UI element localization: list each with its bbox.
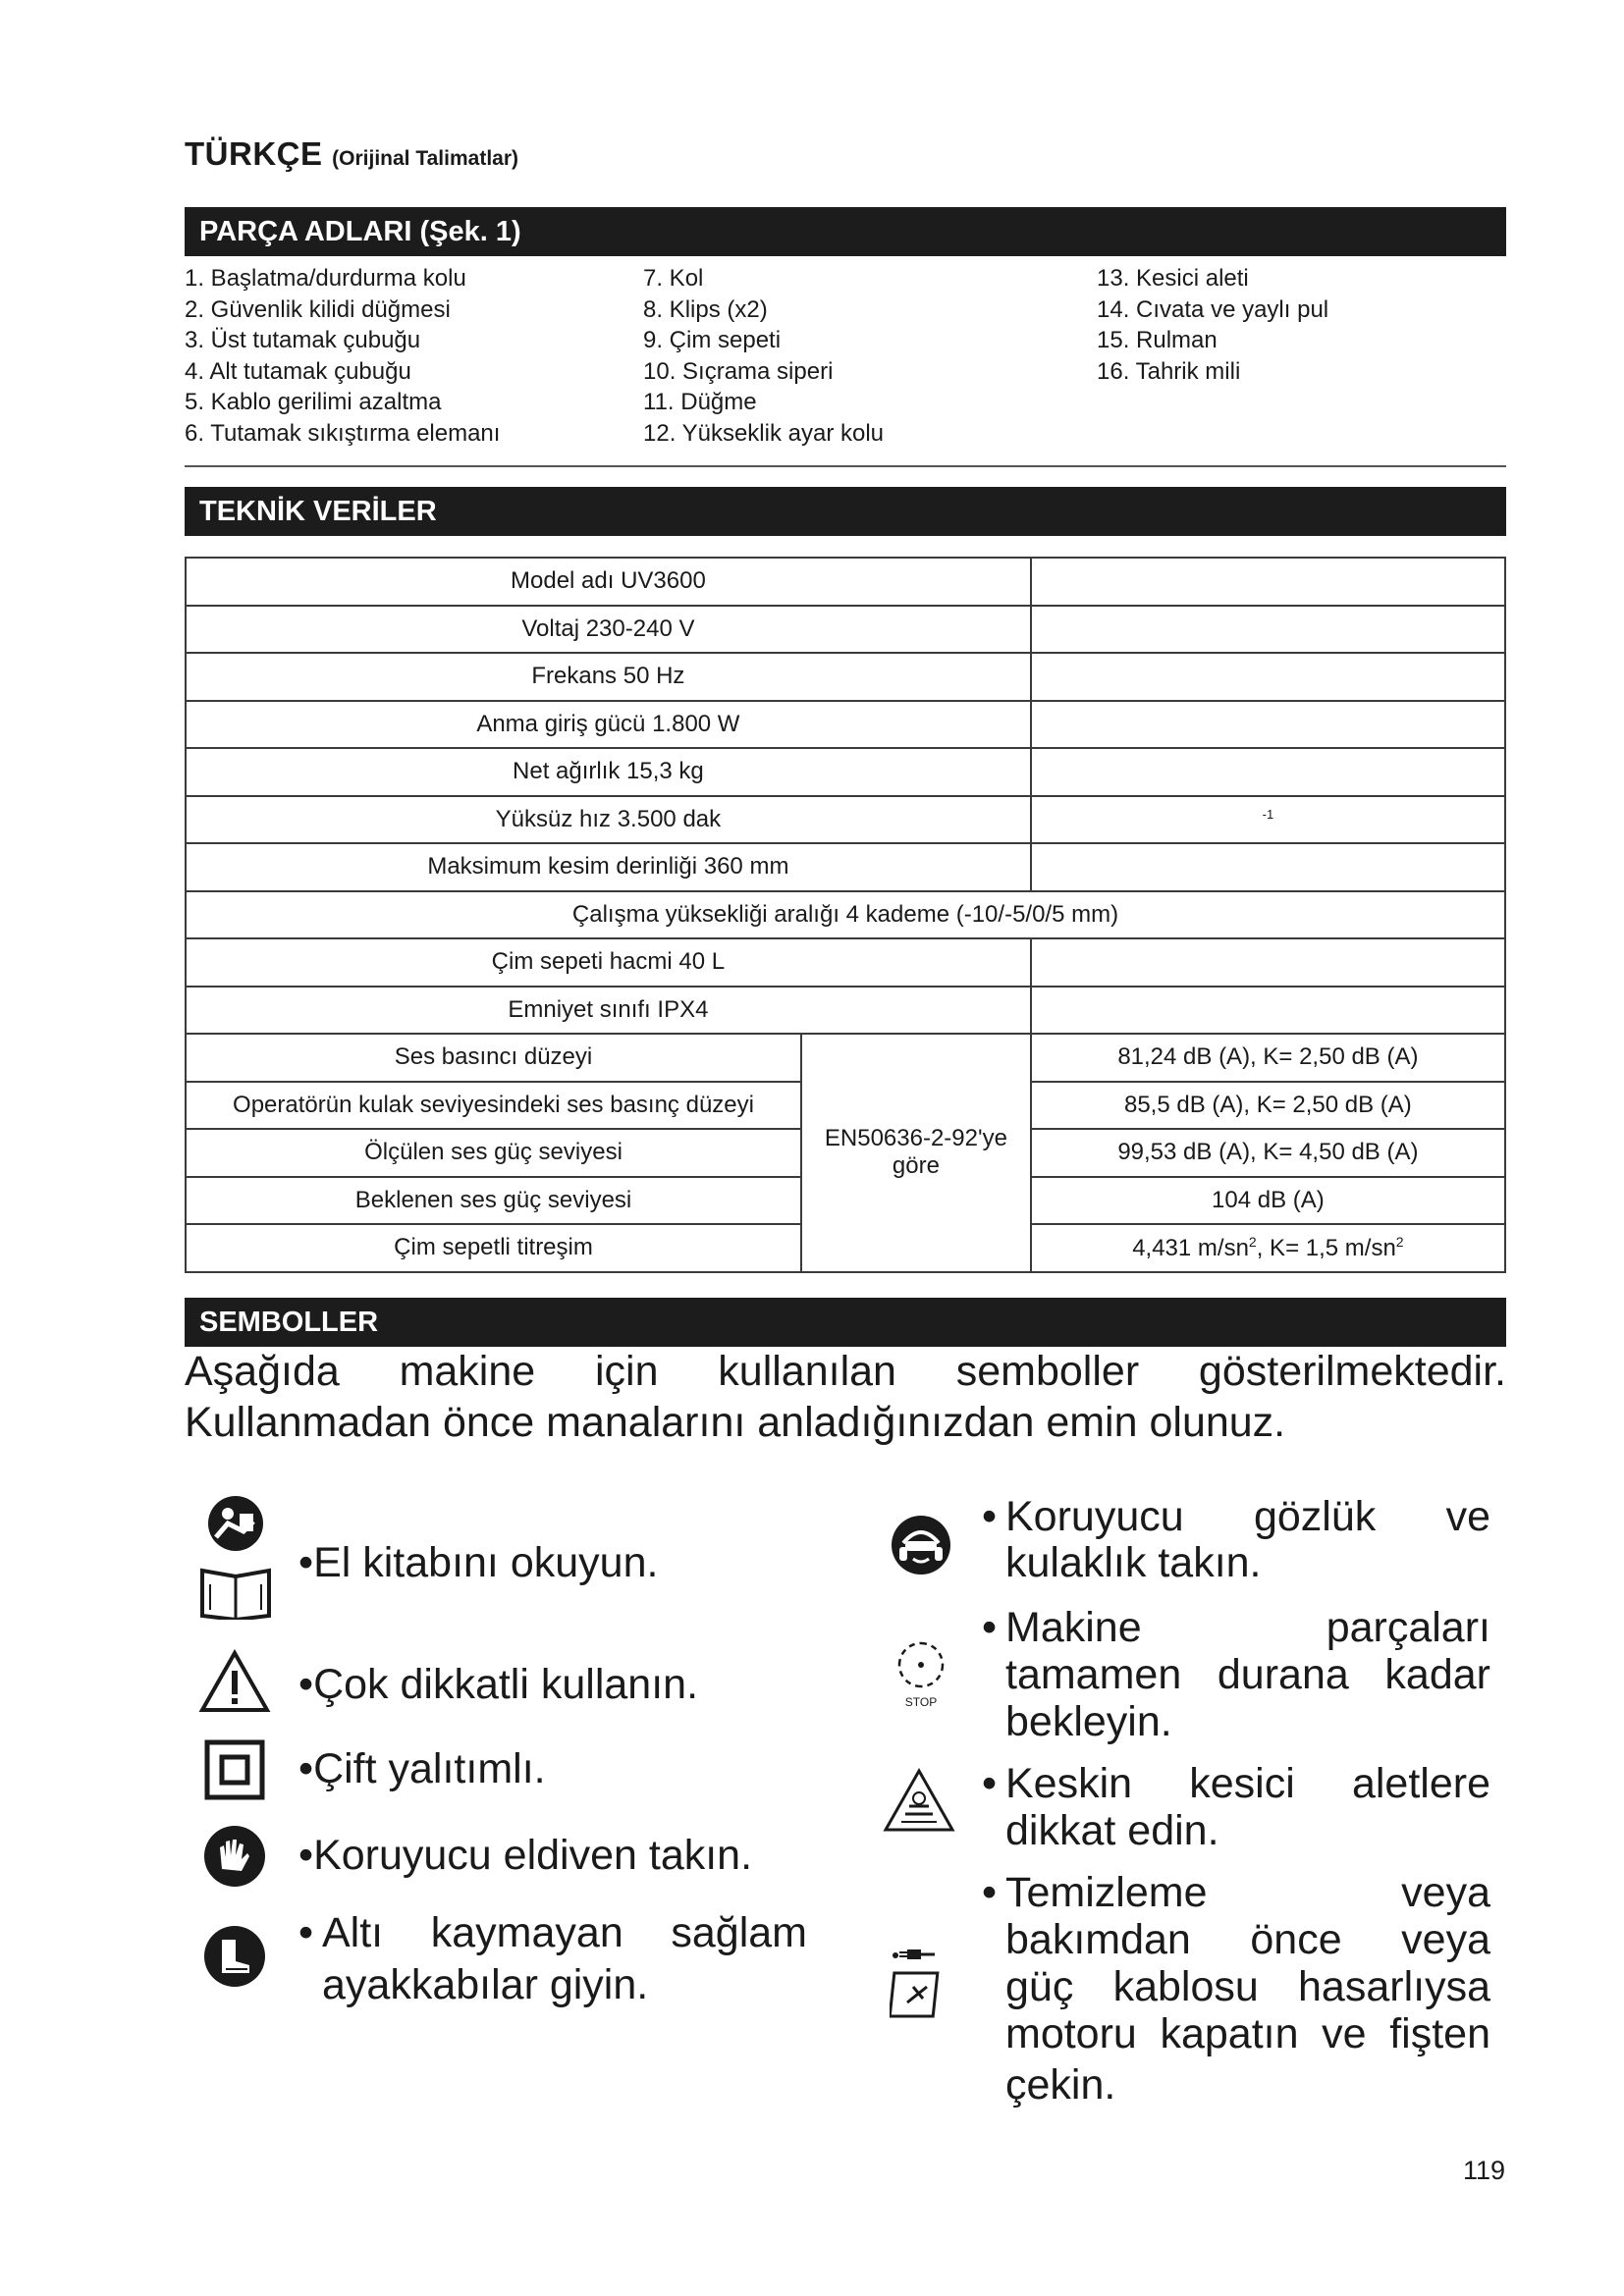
spec-value	[1031, 653, 1505, 701]
table-row	[186, 1034, 1505, 1082]
part-item: 2. Güvenlik kilidi düğmesi	[185, 295, 451, 323]
spec-value	[1031, 558, 1505, 606]
spec-value	[1031, 701, 1505, 749]
noise-value: 104 dB (A)	[1031, 1177, 1505, 1225]
vibration-value-b: , K= 1,5 m/sn	[1256, 1234, 1396, 1261]
symbol-text-unplug-4: motoru kapatın ve fişten	[1005, 2010, 1490, 2057]
symbol-text-unplug-1: Temizleme veya	[1005, 1869, 1490, 1916]
parts-column-2	[643, 263, 884, 449]
vibration-sup-1: 2	[1248, 1233, 1257, 1250]
spec-label: Maksimum kesim derinliği 360 mm	[186, 843, 1031, 891]
symbol-text-read-manual: •El kitabını okuyun.	[298, 1539, 659, 1586]
symbols-intro-line-1: Aşağıda makine için kullanılan semboller gösterilmektedir.	[185, 1348, 1506, 1395]
symbol-text-unplug-5: çekin.	[1005, 2061, 1116, 2109]
spec-label: Emniyet sınıfı IPX4	[186, 987, 1031, 1035]
symbol-text-boots-2: ayakkabılar giyin.	[322, 1961, 649, 2008]
spec-label: Net ağırlık 15,3 kg	[186, 748, 1031, 796]
symbol-label: Çok dikkatli kullanın.	[313, 1661, 699, 1708]
tech-data-table	[185, 557, 1506, 1273]
symbol-text-goggles-1: Koruyucu gözlük ve	[1005, 1493, 1490, 1540]
parts-section-title: PARÇA ADLARI (Şek. 1)	[185, 207, 1506, 256]
symbol-text-stop-3: bekleyin.	[1005, 1698, 1172, 1745]
spec-label: Çim sepeti hacmi 40 L	[186, 938, 1031, 987]
spec-label: Frekans 50 Hz	[186, 653, 1031, 701]
symbol-text-blades-2: dikkat edin.	[1005, 1807, 1219, 1854]
language-subtitle: (Orijinal Talimatlar)	[332, 147, 518, 170]
part-item: 10. Sıçrama siperi	[643, 357, 834, 385]
section-divider	[185, 465, 1506, 467]
symbol-text-warning: •Çok dikkatli kullanın.	[298, 1661, 699, 1708]
part-item: 11. Düğme	[643, 389, 757, 415]
part-item: 14. Cıvata ve yaylı pul	[1097, 295, 1329, 323]
double-insulation-icon	[204, 1739, 265, 1800]
table-row	[186, 938, 1505, 987]
spec-label: Yüksüz hız 3.500 dak	[186, 796, 1031, 844]
table-row	[186, 606, 1505, 654]
table-row	[186, 891, 1505, 939]
spec-value	[1031, 748, 1505, 796]
vibration-label: Çim sepetli titreşim	[186, 1224, 801, 1272]
table-row	[186, 987, 1505, 1035]
part-item: 8. Klips (x2)	[643, 295, 768, 323]
symbol-text-gloves: •Koruyucu eldiven takın.	[298, 1832, 753, 1879]
part-item: 6. Tutamak sıkıştırma elemanı	[185, 419, 501, 447]
part-item: 13. Kesici aleti	[1097, 265, 1249, 292]
spec-label: Çalışma yüksekliği aralığı 4 kademe (-10/-5/0/5 mm)	[186, 891, 1505, 939]
noise-label: Ölçülen ses güç seviyesi	[186, 1129, 801, 1177]
symbol-text-stop-bullet: •	[982, 1604, 998, 1651]
symbol-text-unplug-3: güç kablosu hasarlıysa	[1005, 1963, 1490, 2010]
table-row	[186, 558, 1505, 606]
spec-label: Model adı UV3600	[186, 558, 1031, 606]
warning-triangle-icon	[198, 1649, 271, 1714]
part-item: 4. Alt tutamak çubuğu	[185, 357, 411, 385]
page-number: 119	[1463, 2156, 1506, 2185]
spec-value	[1031, 938, 1505, 987]
noise-standard	[801, 1034, 1031, 1272]
stop-label: STOP	[904, 1695, 938, 1709]
part-item: 9. Çim sepeti	[643, 327, 782, 353]
part-item: 16. Tahrik mili	[1097, 357, 1241, 385]
symbol-text-double-insulation: •Çift yalıtımlı.	[298, 1745, 546, 1792]
gloves-icon	[202, 1824, 267, 1889]
part-item: 15. Rulman	[1097, 327, 1218, 353]
noise-label: Operatörün kulak seviyesindeki ses basınç düzeyi	[186, 1082, 801, 1130]
spec-label: Anma giriş gücü 1.800 W	[186, 701, 1031, 749]
symbol-label: El kitabını okuyun.	[313, 1539, 659, 1586]
vibration-value-a: 4,431 m/sn	[1132, 1234, 1249, 1261]
tech-section-title: TEKNİK VERİLER	[185, 487, 1506, 536]
symbol-text-blades-bullet: •	[982, 1760, 998, 1807]
symbol-text-boots-line-1: •	[298, 1909, 314, 1956]
goggles-earmuffs-icon	[890, 1514, 952, 1576]
table-row	[186, 748, 1505, 796]
symbols-section-title: SEMBOLLER	[185, 1298, 1506, 1347]
noise-label: Beklenen ses güç seviyesi	[186, 1177, 801, 1225]
stop-wait-icon	[892, 1637, 950, 1710]
symbol-text-stop-2: tamamen durana kadar	[1005, 1651, 1490, 1698]
language-label: TÜRKÇE	[185, 135, 323, 172]
spec-value	[1031, 843, 1505, 891]
table-row	[186, 701, 1505, 749]
parts-column-3	[1097, 263, 1328, 387]
spec-value	[1031, 606, 1505, 654]
symbol-label: Çift yalıtımlı.	[313, 1745, 546, 1792]
noise-label: Ses basıncı düzeyi	[186, 1034, 801, 1082]
symbol-label: Koruyucu eldiven takın.	[313, 1832, 753, 1879]
symbol-text-stop-1: Makine parçaları	[1005, 1604, 1490, 1651]
part-item: 1. Başlatma/durdurma kolu	[185, 265, 466, 292]
standard-text-2: göre	[892, 1152, 940, 1180]
table-row	[186, 653, 1505, 701]
vibration-value	[1031, 1224, 1505, 1272]
symbols-intro-line-2: Kullanmadan önce manalarını anladığınızdan emin olunuz.	[185, 1399, 1286, 1446]
noise-value: 85,5 dB (A), K= 2,50 dB (A)	[1031, 1082, 1505, 1130]
page-language-title	[185, 135, 518, 173]
symbol-text-blades-1: Keskin kesici aletlere	[1005, 1760, 1490, 1807]
symbol-text-unplug-2: bakımdan önce veya	[1005, 1916, 1490, 1963]
spec-label: Voltaj 230-240 V	[186, 606, 1031, 654]
symbol-text-boots: Altı kaymayan sağlam	[322, 1909, 807, 1956]
spec-value: -1	[1031, 796, 1505, 844]
noise-value: 99,53 dB (A), K= 4,50 dB (A)	[1031, 1129, 1505, 1177]
spec-value	[1031, 987, 1505, 1035]
sharp-blades-icon	[882, 1767, 956, 1834]
boots-icon	[202, 1924, 267, 1989]
symbol-text-goggles-bullet: •	[982, 1493, 998, 1540]
part-item: 3. Üst tutamak çubuğu	[185, 327, 421, 353]
parts-column-1	[185, 263, 500, 449]
vibration-sup-2: 2	[1395, 1233, 1404, 1250]
standard-text: EN50636-2-92'ye	[824, 1125, 1007, 1152]
table-row	[186, 796, 1505, 844]
noise-value: 81,24 dB (A), K= 2,50 dB (A)	[1031, 1034, 1505, 1082]
part-item: 5. Kablo gerilimi azaltma	[185, 389, 442, 415]
symbol-text-goggles-2: kulaklık takın.	[1005, 1539, 1262, 1586]
part-item: 12. Yükseklik ayar kolu	[643, 419, 885, 447]
part-item: 7. Kol	[643, 265, 704, 292]
table-row	[186, 843, 1505, 891]
symbol-text-unplug-bullet: •	[982, 1869, 998, 1916]
unplug-icon	[890, 1944, 948, 2022]
read-manual-icon	[196, 1494, 275, 1620]
